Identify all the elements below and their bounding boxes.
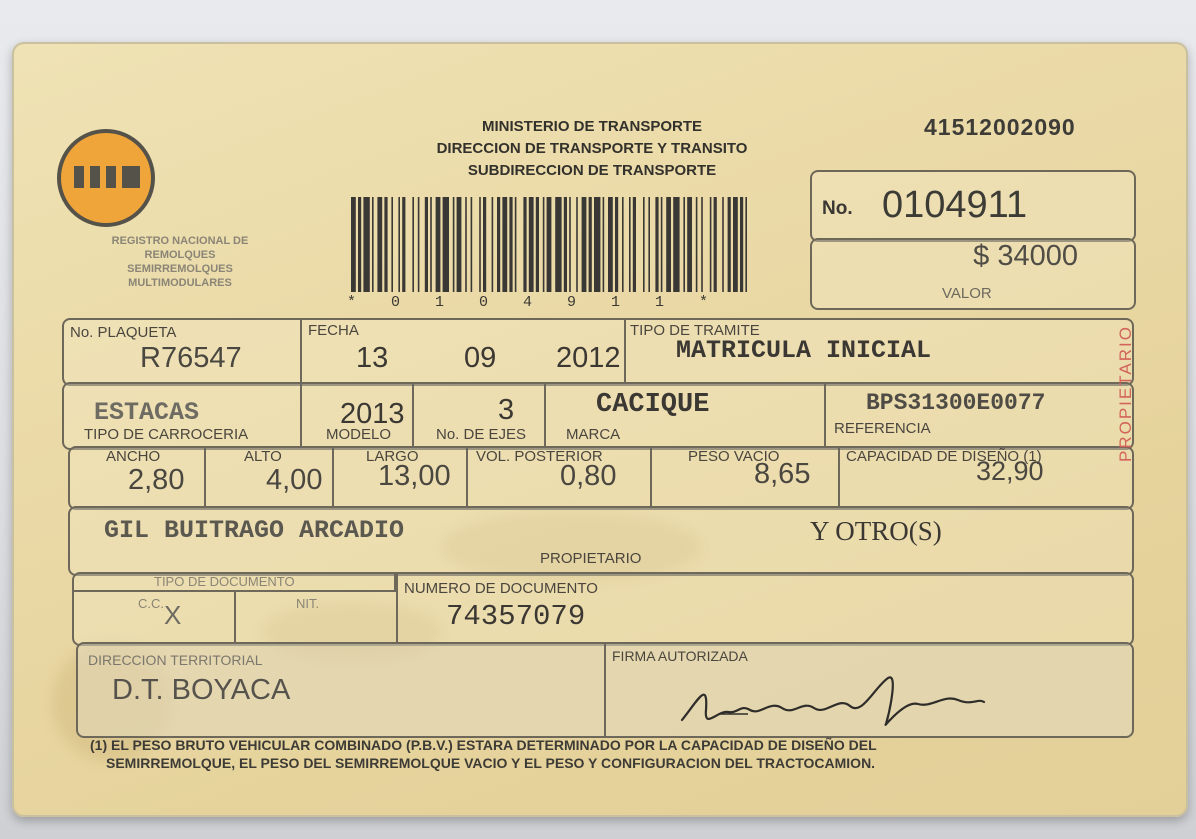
barcode-text: * 0 1 0 4 9 1 1 *	[347, 294, 722, 311]
modelo-value: 2013	[340, 398, 405, 430]
vol-label: VOL. POSTERIOR	[476, 448, 603, 465]
barcode-bar	[479, 197, 481, 292]
barcode-bar	[398, 197, 400, 292]
barcode-bar	[564, 197, 567, 292]
barcode-bar	[696, 197, 698, 292]
barcode-bar	[425, 197, 428, 292]
barcode-bar	[673, 197, 679, 292]
barcode-bar	[648, 197, 650, 292]
barcode-bar	[582, 197, 587, 292]
territorial-value: D.T. BOYACA	[112, 674, 291, 706]
tramite-label: TIPO DE TRAMITE	[630, 322, 760, 339]
barcode-bar	[471, 197, 473, 292]
barcode-bar	[543, 197, 545, 292]
barcode-bar	[391, 197, 393, 292]
barcode-bar	[710, 197, 712, 292]
territorial-label: DIRECCION TERRITORIAL	[88, 652, 263, 668]
barcode-bar	[622, 197, 624, 292]
referencia-label: REFERENCIA	[834, 420, 931, 437]
registry-line: MULTIMODULARES	[128, 277, 232, 289]
nit-label: NIT.	[296, 596, 320, 611]
numero-doc-label: NUMERO DE DOCUMENTO	[404, 580, 598, 597]
largo-value: 13,00	[378, 460, 451, 492]
fecha-label: FECHA	[308, 322, 359, 339]
barcode-bar	[523, 197, 526, 292]
direction-title: DIRECCION DE TRANSPORTE Y TRANSITO	[436, 140, 748, 157]
barcode-bars	[347, 197, 757, 297]
referencia-value: BPS31300E0077	[866, 390, 1046, 416]
vol-value: 0,80	[560, 460, 617, 492]
barcode-bar	[745, 197, 747, 292]
peso-label: PESO VACIO	[688, 448, 780, 465]
barcode-bar	[569, 197, 571, 292]
barcode-bar	[594, 197, 600, 292]
barcode-bar	[372, 197, 374, 292]
barcode-bar	[351, 197, 356, 292]
barcode-bar	[363, 197, 369, 292]
largo-label: LARGO	[366, 448, 419, 465]
barcode-bar	[430, 197, 432, 292]
barcode-bar	[608, 197, 613, 292]
fecha-day: 13	[356, 342, 389, 374]
barcode-bar	[555, 197, 561, 292]
barcode-bar	[661, 197, 663, 292]
ministry-title: MINISTERIO DE TRANSPORTE	[481, 118, 702, 135]
barcode-bar	[502, 197, 507, 292]
ejes-label: No. DE EJES	[436, 426, 527, 443]
barcode-bar	[728, 197, 731, 292]
alto-label: ALTO	[244, 448, 282, 465]
serial-number: 41512002090	[924, 114, 1076, 140]
registry-line: REGISTRO NACIONAL DE	[111, 235, 249, 247]
barcode-bar	[603, 197, 605, 292]
barcode-bar	[683, 197, 685, 292]
barcode-bar	[687, 197, 692, 292]
alto-value: 4,00	[266, 464, 323, 496]
barcode-bar	[740, 197, 743, 292]
signature-icon	[678, 670, 998, 736]
barcode-bar	[412, 197, 414, 292]
footnote	[90, 736, 1140, 772]
cc-mark: X	[164, 600, 182, 630]
barcode-bar	[643, 197, 645, 292]
owner-label: PROPIETARIO	[540, 550, 642, 567]
document-number-box	[810, 170, 1136, 242]
plaqueta-value: R76547	[140, 342, 242, 374]
price-value: $ 34000	[973, 240, 1078, 272]
no-label: No.	[822, 198, 853, 219]
barcode-bar	[536, 197, 539, 292]
barcode-bar	[465, 197, 467, 292]
numero-doc-value: 74357079	[446, 600, 586, 633]
barcode-bar	[714, 197, 717, 292]
registry-line: SEMIRREMOLQUES	[127, 263, 233, 275]
barcode-bar	[483, 197, 486, 292]
fecha-month: 09	[464, 342, 497, 374]
row-body-model-axles-brand-ref	[62, 382, 1134, 450]
barcode-bar	[629, 197, 631, 292]
header-block	[382, 116, 802, 182]
barcode-bar	[436, 197, 441, 292]
firma-label: FIRMA AUTORIZADA	[612, 648, 748, 664]
barcode-bar	[515, 197, 517, 292]
plaqueta-label: No. PLAQUETA	[70, 324, 177, 341]
barcode-bar	[492, 197, 494, 292]
barcode-bar	[453, 197, 455, 292]
territorial-box	[76, 642, 1134, 738]
barcode-bar	[633, 197, 636, 292]
barcode-bar	[722, 197, 724, 292]
ancho-value: 2,80	[128, 464, 185, 496]
registry-text	[70, 234, 290, 290]
tipo-doc-label: TIPO DE DOCUMENTO	[154, 574, 295, 589]
price-box	[810, 238, 1136, 310]
barcode-bar	[666, 197, 671, 292]
owner-others: Y OTRO(S)	[810, 516, 942, 546]
marca-label: MARCA	[566, 426, 621, 443]
price-label: VALOR	[942, 285, 992, 302]
barcode-bar	[402, 197, 405, 292]
barcode-bar	[418, 197, 420, 292]
document-id-box	[72, 572, 1134, 646]
barcode-bar	[529, 197, 534, 292]
registry-line: REMOLQUES	[144, 249, 216, 261]
peso-value: 8,65	[754, 458, 811, 490]
vertical-propietario: PROPIETARIO	[1116, 325, 1135, 462]
cc-label: C.C.	[138, 596, 164, 611]
barcode	[347, 197, 757, 297]
document-number: 0104911	[882, 184, 1028, 226]
ancho-label: ANCHO	[106, 448, 161, 465]
modelo-label: MODELO	[326, 426, 392, 443]
row-dimensions	[68, 446, 1134, 510]
footnote-line-2: SEMIRREMOLQUE, EL PESO DEL SEMIRREMOLQUE VACIO Y EL PESO Y CONFIGURACION DEL TRACTOCAMION.	[106, 755, 876, 771]
carroceria-label: TIPO DE CARROCERIA	[84, 426, 249, 443]
ministry-logo-icon	[56, 128, 156, 228]
owner-name: GIL BUITRAGO ARCADIO	[104, 516, 405, 545]
row-plate-date-procedure	[62, 318, 1134, 386]
barcode-bar	[655, 197, 658, 292]
capacidad-value: 32,90	[976, 456, 1044, 486]
barcode-bar	[701, 197, 703, 292]
tramite-value: MATRICULA INICIAL	[676, 336, 932, 365]
barcode-bar	[457, 197, 462, 292]
barcode-bar	[384, 197, 387, 292]
carroceria-value: ESTACAS	[94, 398, 200, 427]
barcode-bar	[443, 197, 449, 292]
footnote-line-1: (1) EL PESO BRUTO VEHICULAR COMBINADO (P.B.V.) ESTARA DETERMINADO POR LA CAPACIDAD DE DISEÑO DEL	[90, 737, 877, 753]
barcode-bar	[358, 197, 361, 292]
subdirection-title: SUBDIRECCION DE TRANSPORTE	[467, 162, 717, 179]
barcode-bar	[589, 197, 592, 292]
barcode-bar	[497, 197, 500, 292]
owner-box	[68, 506, 1134, 576]
barcode-bar	[377, 197, 382, 292]
fecha-year: 2012	[556, 342, 621, 374]
barcode-bar	[733, 197, 738, 292]
marca-value: CACIQUE	[596, 390, 710, 420]
barcode-bar	[576, 197, 578, 292]
ejes-value: 3	[498, 394, 515, 426]
barcode-bar	[547, 197, 552, 292]
vehicle-registration-card	[12, 42, 1188, 817]
barcode-bar	[615, 197, 618, 292]
barcode-bar	[509, 197, 512, 292]
capacidad-label: CAPACIDAD DE DISEÑO (1)	[846, 448, 1042, 465]
